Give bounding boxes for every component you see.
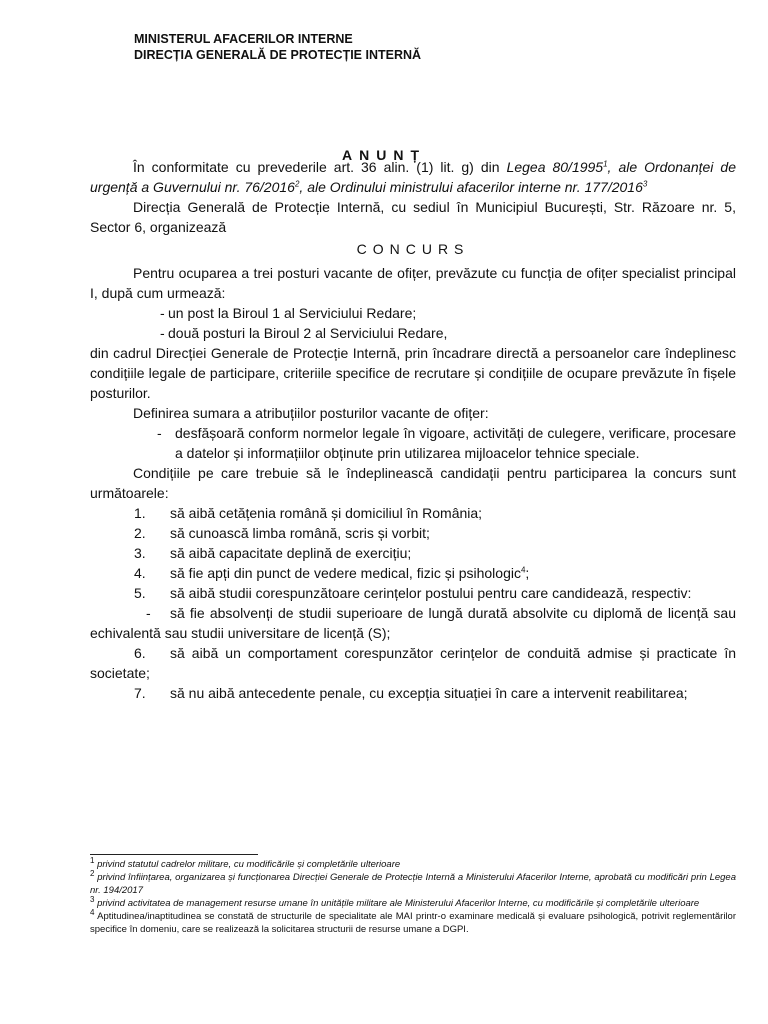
post-item-2: două posturi la Biroul 2 al Serviciului Redare, — [168, 325, 448, 341]
duty-item: desfășoară conform normelor legale în vigoare, activități de culegere, verificare, procesare a datelor și informațiilor obținute prin utilizarea mijloacelor tehnice speciale. — [175, 425, 736, 461]
condition-item: 4. să fie apți din punct de vedere medical, fizic și psihologic$^4$; — [134, 565, 530, 581]
conditions-lead: Condițiile pe care trebuie să le îndeplinească candidații pentru participarea la concurs sunt următoarele: — [90, 465, 736, 501]
letterhead — [134, 31, 421, 63]
list-item: - desfășoară conform normelor legale în vigoare, activități de culegere, verificare, procesare a datelor și informațiilor obținute prin utilizarea mijloacelor tehnice speciale. — [157, 425, 736, 461]
page-title: ANUNȚ — [342, 147, 426, 163]
list-item: - un post la Biroul 1 al Serviciului Redare; — [160, 305, 417, 321]
posts-tail: din cadrul Direcției Generale de Protecție Internă, prin încadrare directă a persoanelor care îndeplinesc condițiile legale de participare, criteriile specifice de recrutare și condițiile de ocupare prevăzute în fișele posturilor. — [90, 345, 736, 401]
directorate-name: DIRECȚIA GENERALĂ DE PROTECȚIE INTERNĂ — [134, 48, 422, 62]
footnote-ref: 3 — [642, 179, 648, 189]
concurs-heading: CONCURS — [356, 241, 470, 257]
footnote-separator — [90, 854, 258, 855]
list-item: - să fie absolvenți de studii superioare de lungă durată absolvite cu diplomă de licență sau echivalentă sau studii universitare de licență (S); — [90, 605, 736, 641]
ordinance-reference: , ale Ordonanței de urgență a Guvernului nr. 76/2016 — [90, 159, 736, 195]
footnote: $^4$ Aptitudinea/inaptitudinea se constată de structurile de specialitate ale MAI printr-o examinare medicală și evaluare psihologică, potrivit reglementărilor specifice în domeniu, care se realizează la solicitarea structurii de resurse umane a DGPI. — [90, 907, 736, 935]
condition-item: 5. să aibă studii corespunzătoare cerințelor postului pentru care candidează, respectiv: — [134, 585, 692, 601]
footnotes — [90, 855, 736, 936]
footnote-ref: 2 — [294, 179, 300, 189]
footnote: $^2$ privind înființarea, organizarea și funcționarea Direcției Generale de Protecție Internă a Ministerului Afacerilor Interne, aprobată cu modificări prin Legea nr. 194/2017 — [90, 868, 736, 896]
law-reference: Legea 80/1995 — [506, 159, 604, 175]
footnote: $^3$ privind activitatea de management resurse umane în unitățile militare ale Ministerului Afacerilor Interne, cu modificările și completările ulterioare — [90, 894, 700, 909]
post-item-1: un post la Biroul 1 al Serviciului Redare; — [168, 305, 417, 321]
studies-item: să fie absolvenți de studii superioare de lungă durată absolvite cu diplomă de licență sau echivalentă sau studii universitare de licență (S); — [90, 605, 736, 641]
duties-lead: Definirea sumara a atribuțiilor posturilor vacante de ofițer: — [133, 405, 489, 421]
intro-text: În conformitate cu prevederile art. 36 alin. (1) lit. g) din — [133, 159, 507, 175]
organizer-paragraph: Direcția Generală de Protecție Internă, cu sediul în Municipiul București, Str. Răzoare nr. 5, Sector 6, organizează — [90, 199, 736, 235]
order-reference: , ale Ordinului ministrului afacerilor interne nr. 177/2016 — [299, 179, 643, 195]
list-item: - două posturi la Biroul 2 al Serviciului Redare, — [160, 325, 448, 341]
footnote-ref: 1 — [603, 159, 608, 169]
intro-paragraph — [90, 157, 736, 197]
ministry-name: MINISTERUL AFACERILOR INTERNE — [134, 32, 353, 46]
condition-item: 3. să aibă capacitate deplină de exercițiu; — [134, 545, 412, 561]
condition-item: 1. să aibă cetățenia română și domiciliul în România; — [134, 505, 483, 521]
announcement-body — [90, 157, 736, 703]
footnote: $^1$ privind statutul cadrelor militare, cu modificările și completările ulterioare — [90, 855, 401, 870]
condition-item: 7. să nu aibă antecedente penale, cu excepția situației în care a intervenit reabilitarea; — [134, 685, 688, 701]
condition-item: 6. să aibă un comportament corespunzător cerințelor de conduită admise și practicate în societate; — [90, 645, 736, 681]
footnote-ref: 4 — [520, 565, 526, 575]
posts-lead: Pentru ocuparea a trei posturi vacante de ofițer, prevăzute cu funcția de ofițer specialist principal I, după cum urmează: — [90, 265, 736, 301]
condition-item: 2. să cunoască limba română, scris și vorbit; — [134, 525, 430, 541]
